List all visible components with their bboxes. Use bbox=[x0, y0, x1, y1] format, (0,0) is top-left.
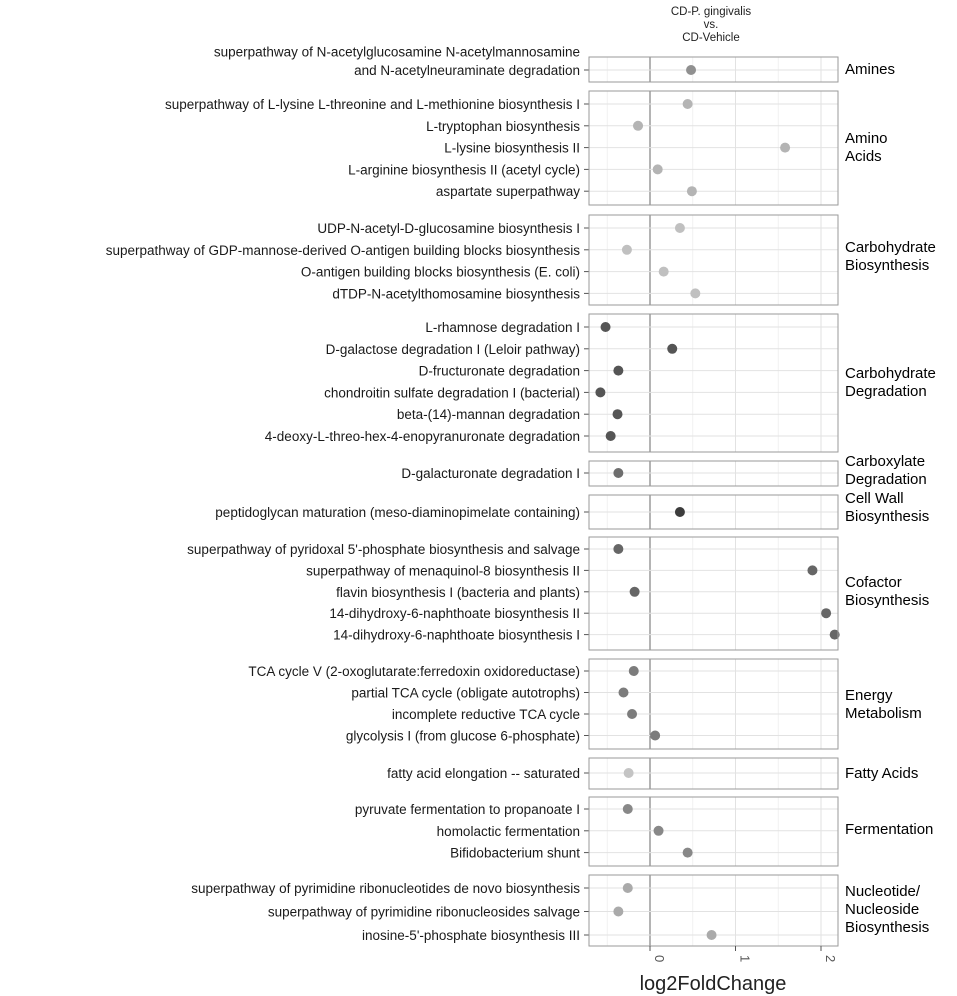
data-point bbox=[650, 731, 660, 741]
pathway-label: D-galacturonate degradation I bbox=[401, 466, 580, 481]
pathway-label: fatty acid elongation -- saturated bbox=[387, 766, 580, 781]
pathway-label: 4-deoxy-L-threo-hex-4-enopyranuronate degradation bbox=[264, 429, 580, 444]
facet-label: Carbohydrate bbox=[845, 239, 936, 256]
facet-panel bbox=[215, 490, 929, 529]
facet-label: Biosynthesis bbox=[845, 508, 930, 525]
data-point bbox=[613, 366, 623, 376]
pathway-label: beta-(14)-mannan degradation bbox=[396, 407, 580, 423]
pathway-label: O-antigen building blocks biosynthesis (E. coli) bbox=[300, 264, 580, 280]
facet-panel bbox=[191, 875, 929, 946]
facet-label: Degradation bbox=[845, 383, 927, 400]
pathway-label: UDP-N-acetyl-D-glucosamine biosynthesis I bbox=[317, 221, 580, 236]
facet-panel bbox=[187, 537, 929, 650]
data-point bbox=[683, 848, 693, 858]
data-point bbox=[623, 804, 633, 814]
facet-label: Biosynthesis bbox=[845, 257, 930, 274]
facet-panel bbox=[165, 91, 888, 205]
data-point bbox=[659, 267, 669, 277]
data-point bbox=[622, 245, 632, 255]
pathway-label: superpathway of menaquinol-8 biosynthesis II bbox=[306, 563, 580, 579]
pathway-label: aspartate superpathway bbox=[435, 184, 580, 200]
x-tick-label: 1 bbox=[737, 955, 753, 963]
panel-background bbox=[589, 314, 838, 452]
column-title-line: CD-P. gingivalis bbox=[670, 6, 752, 18]
facet-panel bbox=[106, 215, 936, 305]
facet-label: Biosynthesis bbox=[845, 919, 930, 936]
data-point bbox=[627, 709, 637, 719]
pathway-label: incomplete reductive TCA cycle bbox=[391, 707, 580, 722]
pathway-label: superpathway of pyrimidine ribonucleosides salvage bbox=[267, 904, 580, 920]
pathway-label: L-rhamnose degradation I bbox=[425, 320, 580, 335]
pathway-label: dTDP-N-acetylthomosamine biosynthesis bbox=[332, 286, 580, 302]
facet-label: Degradation bbox=[845, 471, 927, 488]
pathway-label: superpathway of L-lysine L-threonine and L-methionine biosynthesis I bbox=[165, 97, 580, 112]
facet-label: Nucleotide/ bbox=[845, 883, 921, 900]
x-axis bbox=[650, 946, 838, 962]
data-point bbox=[613, 409, 623, 419]
data-point bbox=[687, 186, 697, 196]
data-point bbox=[667, 344, 677, 354]
pathway-label: and N-acetylneuraminate degradation bbox=[354, 63, 580, 78]
data-point bbox=[606, 431, 616, 441]
facet-label: Cell Wall bbox=[845, 490, 904, 507]
panel-background bbox=[589, 537, 838, 650]
pathway-label: superpathway of N-acetylglucosamine N-acetylmannosamine bbox=[213, 44, 580, 60]
facet-label: Amino bbox=[845, 130, 888, 147]
facet-label: Energy bbox=[845, 687, 893, 704]
data-point bbox=[653, 164, 663, 174]
facet-label: Carboxylate bbox=[845, 453, 926, 470]
facet-panels bbox=[106, 45, 936, 947]
data-point bbox=[807, 565, 817, 575]
column-title-line: vs. bbox=[703, 19, 719, 31]
pathway-label: superpathway of pyrimidine ribonucleotides de novo biosynthesis bbox=[191, 881, 580, 896]
facet-panel bbox=[355, 797, 934, 866]
data-point bbox=[683, 99, 693, 109]
facet-label: Fatty Acids bbox=[845, 765, 919, 782]
pathway-label: chondroitin sulfate degradation I (bacterial) bbox=[324, 385, 580, 401]
facet-panel bbox=[265, 314, 936, 452]
pathway-label: 14-dihydroxy-6-naphthoate biosynthesis I bbox=[333, 627, 580, 643]
pathway-label: D-fructuronate degradation bbox=[418, 363, 580, 379]
column-title-line: CD-Vehicle bbox=[682, 32, 740, 44]
data-point bbox=[686, 65, 696, 75]
data-point bbox=[780, 143, 790, 153]
pathway-label: inosine-5'-phosphate biosynthesis III bbox=[362, 928, 580, 943]
data-point bbox=[675, 507, 685, 517]
pathway-label: glycolysis I (from glucose 6-phosphate) bbox=[345, 728, 580, 744]
data-point bbox=[630, 587, 640, 597]
facet-label: Carbohydrate bbox=[845, 365, 936, 382]
facet-label: Fermentation bbox=[845, 821, 934, 838]
data-point bbox=[623, 883, 633, 893]
x-tick-label: 2 bbox=[823, 955, 838, 963]
data-point bbox=[821, 608, 831, 618]
facet-panel bbox=[214, 45, 895, 83]
data-point bbox=[633, 121, 643, 131]
data-point bbox=[618, 688, 628, 698]
facet-label: Biosynthesis bbox=[845, 592, 930, 609]
pathway-label: homolactic fermentation bbox=[436, 823, 580, 839]
data-point bbox=[613, 544, 623, 554]
pathway-label: flavin biosynthesis I (bacteria and plants) bbox=[336, 584, 580, 600]
pathway-label: 14-dihydroxy-6-naphthoate biosynthesis II bbox=[329, 606, 580, 622]
x-axis-title: log2FoldChange bbox=[639, 973, 787, 995]
column-title bbox=[671, 6, 752, 44]
data-point bbox=[707, 930, 717, 940]
pathway-label: D-galactose degradation I (Leloir pathway) bbox=[325, 341, 580, 357]
data-point bbox=[654, 826, 664, 836]
facet-panel bbox=[387, 758, 918, 789]
pathway-label: pyruvate fermentation to propanoate I bbox=[354, 802, 580, 817]
facet-label: Metabolism bbox=[845, 705, 922, 722]
data-point bbox=[613, 907, 623, 917]
facet-panel bbox=[401, 453, 926, 488]
data-point bbox=[629, 666, 639, 676]
pathway-label: TCA cycle V (2-oxoglutarate:ferredoxin oxidoreductase) bbox=[248, 664, 580, 679]
data-point bbox=[624, 768, 634, 778]
facet-label: Amines bbox=[845, 61, 896, 78]
pathway-label: L-tryptophan biosynthesis bbox=[426, 118, 580, 134]
pathway-label: peptidoglycan maturation (meso-diaminopimelate containing) bbox=[215, 505, 580, 520]
pathway-label: superpathway of pyridoxal 5'-phosphate biosynthesis and salvage bbox=[187, 542, 580, 557]
facet-label: Nucleoside bbox=[845, 901, 920, 918]
data-point bbox=[613, 468, 623, 478]
facet-label: Acids bbox=[845, 148, 882, 165]
x-tick-label: 0 bbox=[652, 955, 667, 963]
facet-panel bbox=[248, 659, 921, 749]
pathway-label: Bifidobacterium shunt bbox=[450, 845, 580, 861]
pathway-label: partial TCA cycle (obligate autotrophs) bbox=[351, 685, 580, 701]
data-point bbox=[595, 387, 605, 397]
facet-label: Cofactor bbox=[845, 574, 902, 591]
pathway-label: L-lysine biosynthesis II bbox=[444, 140, 580, 156]
pathway-label: L-arginine biosynthesis II (acetyl cycle) bbox=[348, 162, 580, 178]
pathway-label: superpathway of GDP-mannose-derived O-antigen building blocks biosynthesis bbox=[105, 242, 580, 258]
data-point bbox=[675, 223, 685, 233]
data-point bbox=[601, 322, 611, 332]
data-point bbox=[690, 288, 700, 298]
